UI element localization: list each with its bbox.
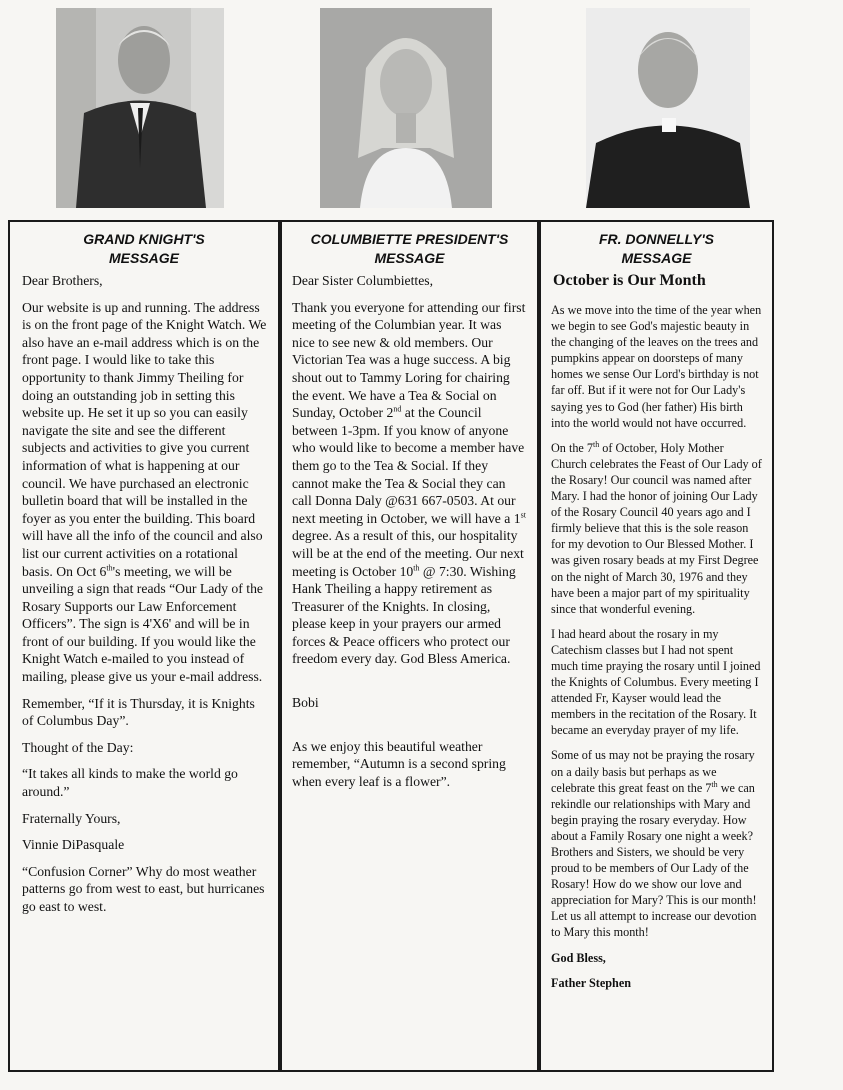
paragraph: “It takes all kinds to make the world go around.” bbox=[22, 766, 238, 800]
fr-donnelly-heading: FR. DONNELLY'S MESSAGE bbox=[598, 231, 715, 266]
father-donnelly-photo bbox=[586, 8, 750, 208]
paragraph: Remember, “If it is Thursday, it is Knights of Columbus Day”. bbox=[22, 695, 255, 729]
signature: Bobi bbox=[292, 695, 319, 711]
grand-knight-heading: GRAND KNIGHT'S MESSAGE bbox=[83, 231, 205, 266]
paragraph: Thought of the Day: bbox=[22, 739, 134, 755]
paragraph: As we enjoy this beautiful weather remember, “Autumn is a second spring when every leaf is a flower”. bbox=[292, 738, 506, 789]
closing: Fraternally Yours, bbox=[22, 810, 121, 826]
signature: Father Stephen bbox=[551, 975, 632, 990]
grand-knight-body bbox=[22, 272, 268, 916]
message-subtitle: October is Our Month bbox=[553, 272, 706, 289]
salutation: Dear Brothers, bbox=[22, 273, 103, 288]
paragraph: Thank you everyone for attending our first meeting of the Columbian year. It was nice to see new & old members. Our Victorian Tea was a huge success. A big shout out to Tammy Loring for chairing the event. We have a Tea & Social on Sunday, October 2nd at the Council between 1-3pm. If you know of anyone who would like to become a member have them go to the Tea & Social. If they cannot make the Tea & Social they can call Donna Daly @631 667-0503. At our next meeting in October, we will have a 1st degree. As a result of this, our hospitality will be at the end of the meeting. Our next meeting is October 10th @ 7:30. Wishing Hank Theiling a happy retirement as Treasurer of the Knights. In closing, please keep in your prayers our armed forces & Peace officers who protect our freedom every day. God Bless America. bbox=[292, 299, 526, 667]
paragraph: Some of us may not be praying the rosary on a daily basis but perhaps as we celebrate this great feast on the 7th we can rekindle our relationships with Mary and begin praying the rosary everyday. How about a Family Rosary one night a week? Brothers and Sisters, we should be very proud to be members of Our Lady of the Rosary! How do we show our love and appreciation for Mary? This is our month! Let us all attempt to increase our devotion to Mary this month! bbox=[551, 748, 757, 940]
signature: Vinnie DiPasquale bbox=[22, 837, 125, 853]
grand-knight-message bbox=[8, 220, 280, 1072]
grand-knight-photo bbox=[56, 8, 224, 208]
columbiette-president-heading: COLUMBIETTE PRESIDENT'S MESSAGE bbox=[310, 231, 509, 266]
closing: God Bless, bbox=[551, 950, 606, 965]
columbiette-president-body bbox=[292, 272, 527, 790]
columbiette-president-photo bbox=[320, 8, 492, 208]
fr-donnelly-body bbox=[551, 302, 762, 991]
paragraph: “Confusion Corner” Why do most weather patterns go from west to east, but hurricanes go east to west. bbox=[22, 863, 265, 914]
paragraph: On the 7th of October, Holy Mother Church celebrates the Feast of Our Lady of the Rosary! Our council was named after Mary. I had the honor of joining Our Lady of the Rosary Council 40 years ago and I firmly believe that this is the sole reason for my devotion to Our Blessed Mother. I was given rosary beads at my First Degree on the night of March 30, 1976 and they have been a major part of my spirituality since that wonderful evening. bbox=[551, 439, 762, 616]
paragraph: As we move into the time of the year when we begin to see God's majestic beauty in the changing of the leaves on the trees and pumpkins appear on doorsteps of many homes we sense Our Lord's birthday is not far off. But if it were not for Our Lady's saying yes to God (her father) His birth into the world would not have occurred. bbox=[551, 303, 762, 430]
paragraph: Our website is up and running. The address is on the front page of the Knight Watch. We also have an e-mail address which is on the front page. I would like to take this opportunity to thank Jimmy Theiling for doing an outstanding job in setting this website up. He set it up so you can easily navigate the site and see the different subjects and activities to give you current information of what is happening at our council. We have purchased an electronic bulletin board that will be installed in the foyer as you enter the building. This board will have all the info of the council and also list our current activities on a rotational basis. On Oct 6th's meeting, we will be unveiling a sign that reads “Our Lady of the Rosary Supports our Law Enforcement Officers”. The sign is 4'X6' and will be in front of our building. If you would like the Knight Watch e-mailed to you instead of mailing, please give us your e-mail address. bbox=[22, 299, 267, 685]
fr-donnelly-message bbox=[539, 220, 774, 1072]
columbiette-president-message bbox=[280, 220, 539, 1072]
salutation: Dear Sister Columbiettes, bbox=[292, 273, 434, 288]
paragraph: I had heard about the rosary in my Catechism classes but I had not spent much time praying the rosary until I joined the Knights of Columbus. Every meeting I attended Fr, Kayser would lead the members in the recitation of the Rosary. It became an everyday prayer of my life. bbox=[551, 626, 761, 738]
